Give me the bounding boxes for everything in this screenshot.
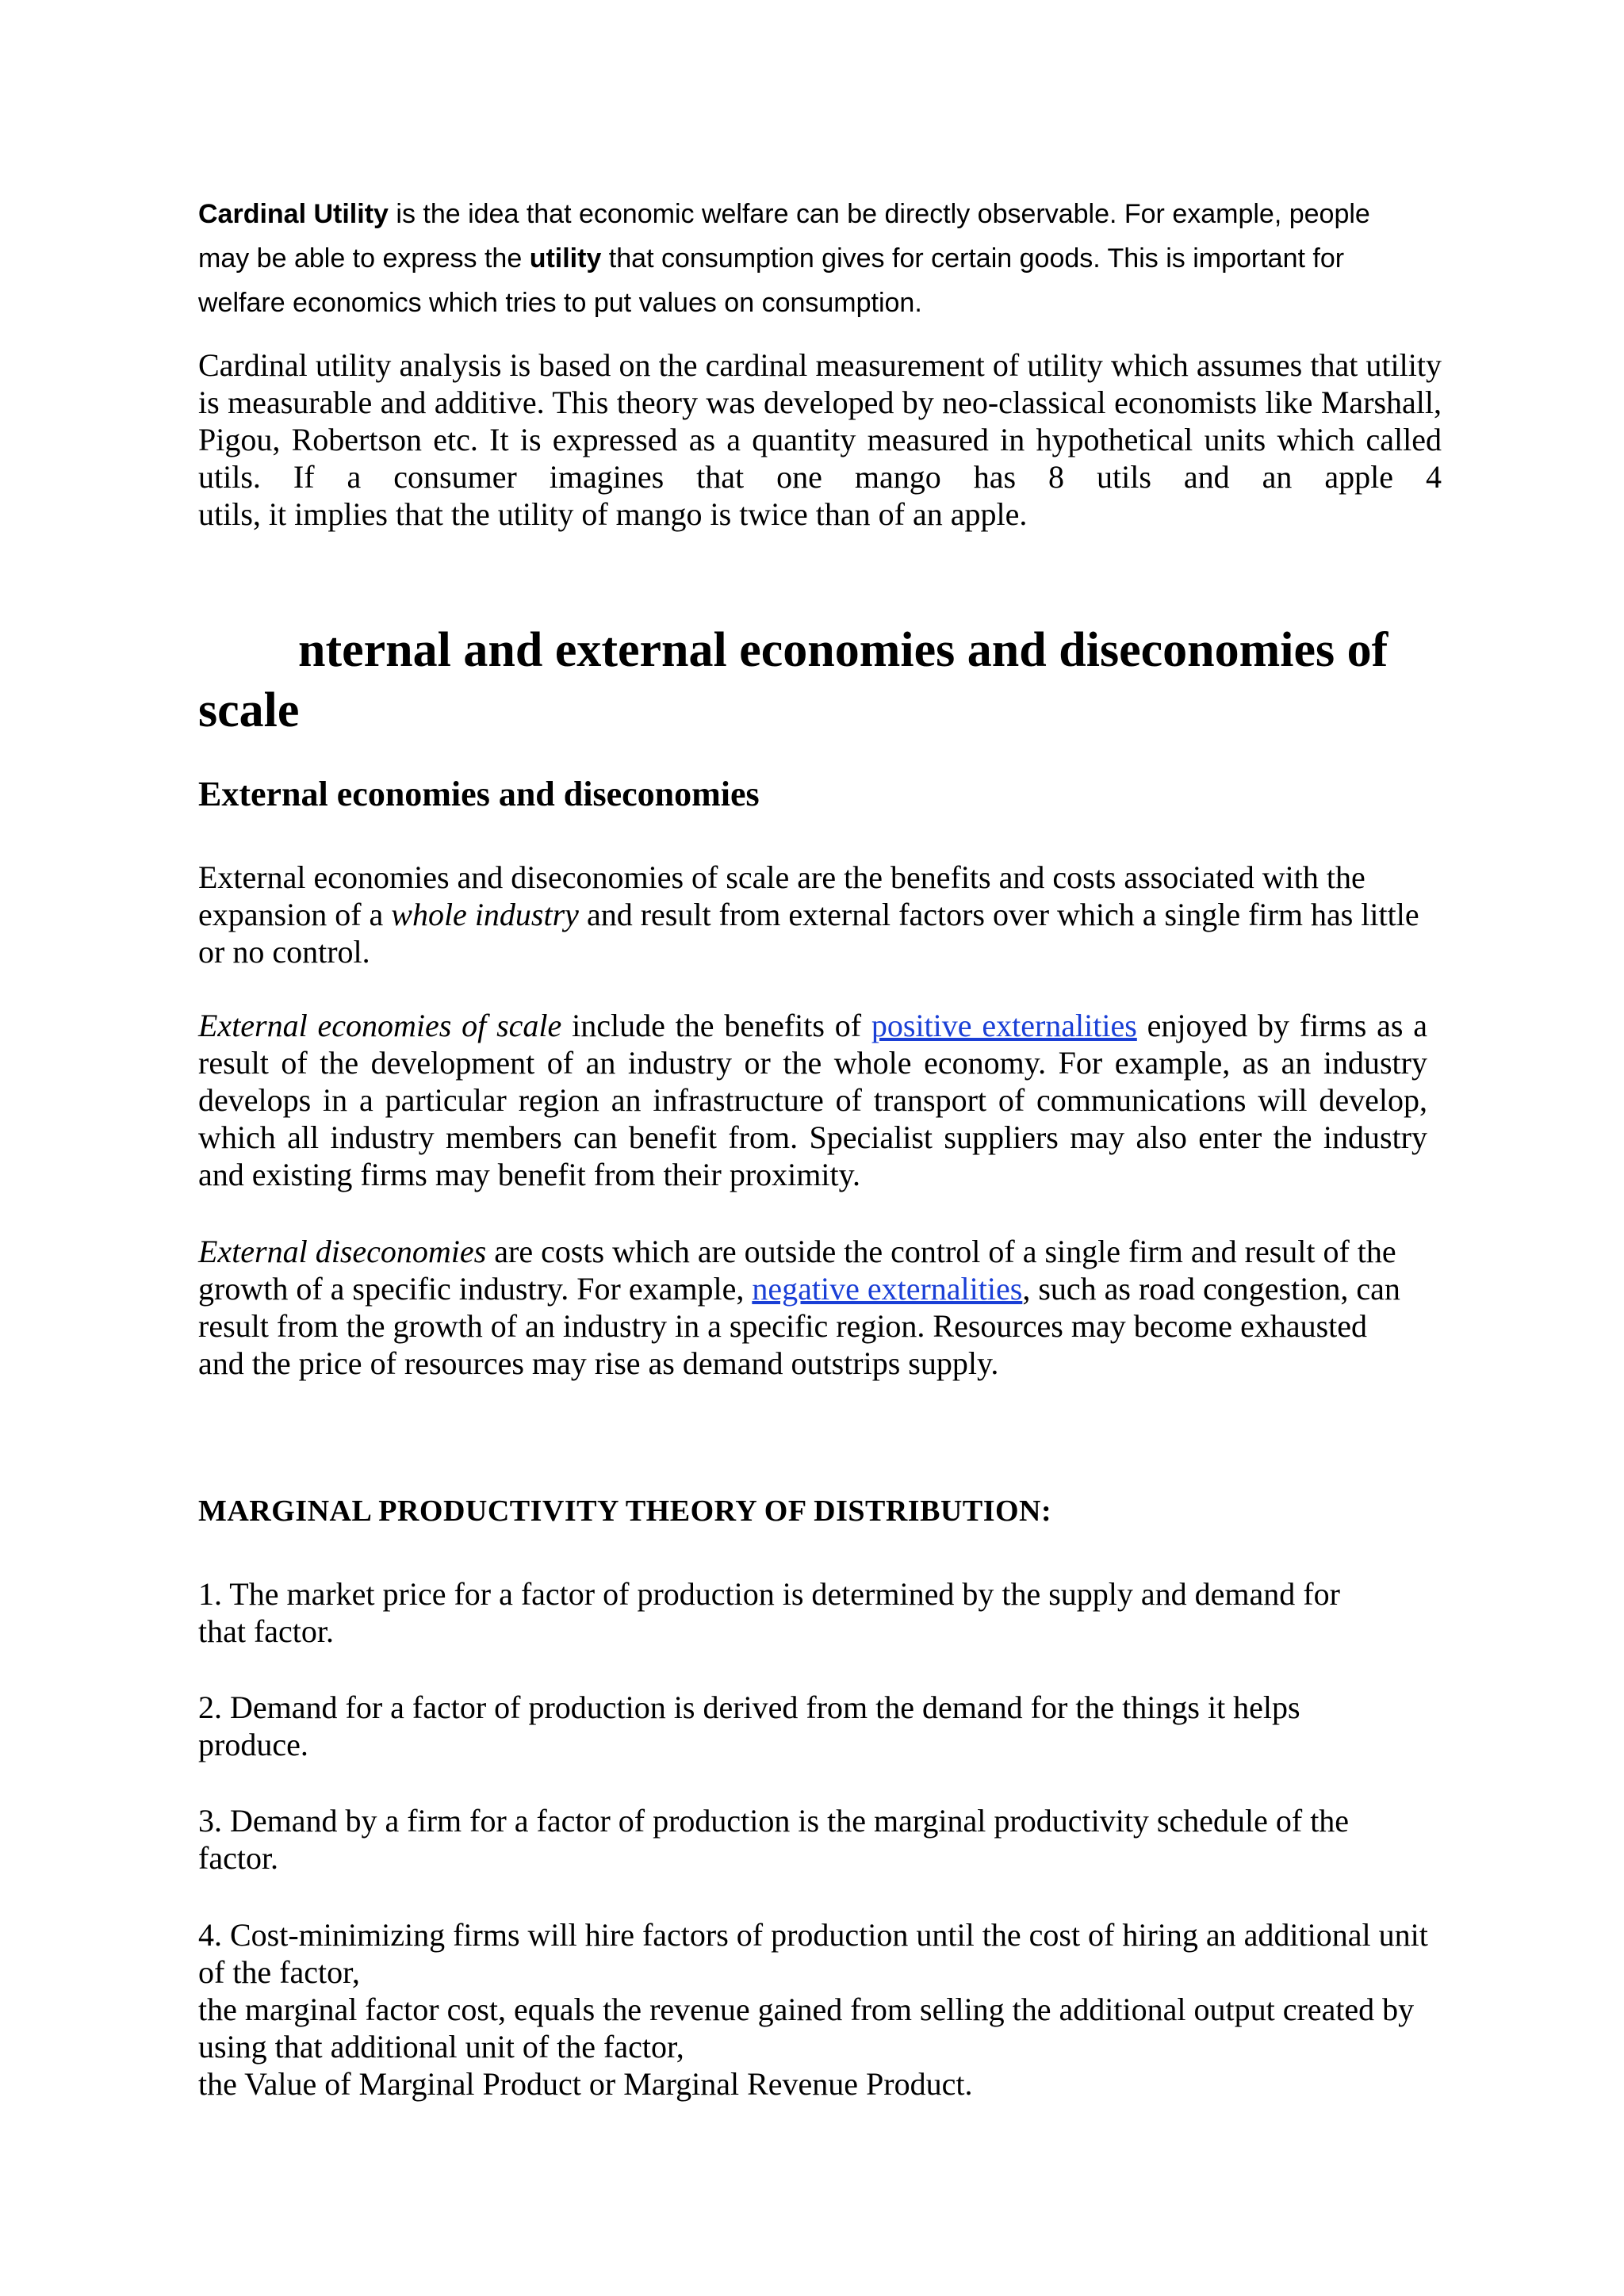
- mp-point-2: 2. Demand for a factor of production is derived from the demand for the things it helps produce.: [198, 1689, 1300, 1762]
- economies-text-2: enjoyed by firms as a result of the development of an industry or the whole economy. For example, as an industry develops in a particular region an infrastructure of transport of communications will develop, which all industry members can benefit from. Specialist suppliers may also enter the industry: [198, 1008, 1427, 1155]
- external-economies-paragraph: [198, 859, 1443, 970]
- whole-industry-italic: whole industry: [391, 897, 579, 932]
- external-economies-of-scale-paragraph: [198, 1007, 1427, 1193]
- mp-point-4-line-2: the marginal factor cost, equals the revenue gained from selling the additional output created by using that additional unit of the factor,: [198, 1992, 1415, 2064]
- analysis-main-text: Cardinal utility analysis is based on the cardinal measurement of utility which assumes that utility is measurable and additive. This theory was developed by neo-classical economists like Marshall, Pigou, Robertson etc. It is expressed as a quantity measured in hypothetical units which called utils. If a consumer imagines that one mango has 8 utils and an apple 4: [198, 347, 1442, 495]
- economies-scale-heading: [198, 620, 1442, 740]
- mp-point-4: [198, 1916, 1443, 2103]
- heading-line-1: nternal and external economies and diseconomies of: [298, 623, 1388, 677]
- heading-line-2: scale: [198, 683, 300, 737]
- economies-italic-term: External economies of scale: [198, 1008, 562, 1043]
- economies-text-1: include the benefits of: [561, 1008, 871, 1043]
- diseconomies-text-2: , such as road congestion, can result from the growth of an industry in a specific region. Resources may become exhausted and the price of resources may rise as demand outstrips supply.: [198, 1271, 1400, 1381]
- mp-point-4-line-1: 4. Cost-minimizing firms will hire factors of production until the cost of hiring an additional unit of the factor,: [198, 1917, 1428, 1990]
- cardinal-utility-term: Cardinal Utility: [198, 199, 389, 229]
- utility-bold-word: utility: [529, 243, 602, 274]
- economies-last-line: and existing firms may benefit from their proximity.: [198, 1157, 860, 1192]
- cardinal-utility-intro: [198, 192, 1427, 325]
- external-diseconomies-paragraph: [198, 1233, 1404, 1382]
- mp-point-4-line-3: the Value of Marginal Product or Marginal Revenue Product.: [198, 2066, 973, 2102]
- negative-externalities-link[interactable]: negative externalities: [752, 1271, 1023, 1307]
- diseconomies-text-1: are costs which are outside the control of a single firm and result of the growth of a specific industry. For example,: [198, 1234, 1396, 1307]
- intro-text-1: is the idea that economic welfare can be directly observable. For example, people may be able to express the: [198, 199, 1370, 274]
- external-text-2: and result from external factors over which a single firm has little or no control.: [198, 897, 1419, 970]
- marginal-productivity-heading: MARGINAL PRODUCTIVITY THEORY OF DISTRIBUTION:: [198, 1494, 1052, 1528]
- intro-text-2: that consumption gives for certain goods. This is important for welfare economics which tries to put values on consumption.: [198, 243, 1345, 318]
- mp-point-1: 1. The market price for a factor of production is determined by the supply and demand for that factor.: [198, 1576, 1340, 1649]
- cardinal-analysis-paragraph: [198, 346, 1442, 533]
- external-text-1: External economies and diseconomies of scale are the benefits and costs associated with the expansion of a: [198, 859, 1365, 932]
- positive-externalities-link[interactable]: positive externalities: [871, 1008, 1137, 1043]
- mp-point-3: 3. Demand by a firm for a factor of production is the marginal productivity schedule of the factor.: [198, 1803, 1350, 1876]
- diseconomies-italic-term: External diseconomies: [198, 1234, 487, 1269]
- analysis-last-line: utils, it implies that the utility of mango is twice than of an apple.: [198, 496, 1028, 532]
- external-economies-subheading: External economies and diseconomies: [198, 775, 760, 813]
